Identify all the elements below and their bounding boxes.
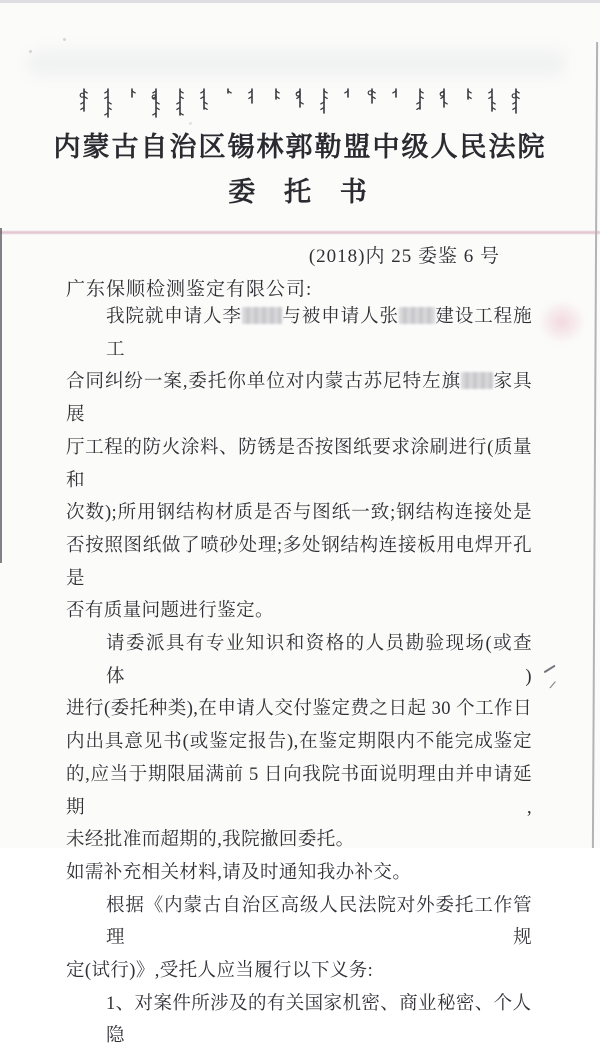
- body-line: [66, 497, 532, 530]
- document-body: [66, 301, 532, 1053]
- body-text: 否有质量问题进行鉴定。: [66, 601, 274, 622]
- body-line: [66, 595, 532, 628]
- body-text: 如需补充相关材料,请及时通知我办补交。: [66, 862, 412, 883]
- scan-speck: [29, 50, 32, 53]
- body-text: 内出具意见书(或鉴定报告),在鉴定期限内不能完成鉴定: [66, 732, 532, 753]
- redacted-name: [461, 372, 493, 389]
- case-number: (2018)内 25 委鉴 6 号: [308, 246, 500, 267]
- mongolian-glyph: [247, 88, 257, 104]
- mongolian-glyph: [319, 88, 329, 114]
- redacted-name: [242, 307, 282, 324]
- mongolian-glyph: [511, 88, 521, 114]
- body-line: [66, 693, 532, 726]
- body-line: [66, 759, 532, 824]
- body-line: [66, 955, 532, 988]
- court-name: 内蒙古自治区锡林郭勒盟中级人民法院: [53, 132, 547, 162]
- body-text: 次数);所用钢结构材质是否与图纸一致;钢结构连接处是: [66, 503, 532, 524]
- body-line: [66, 857, 532, 890]
- mongolian-glyph: [391, 88, 401, 98]
- body-text: 否按照图纸做了喷砂处理;多处钢结构连接板用电焊开孔是: [66, 535, 532, 589]
- mongolian-glyph: [415, 88, 425, 110]
- scan-shading-band: [28, 50, 566, 76]
- body-line: [66, 890, 532, 955]
- body-text: 与被申请人张: [281, 307, 399, 327]
- redacted-name: [399, 307, 435, 324]
- mongolian-glyph: [175, 88, 185, 116]
- scan-top-edge-shade: [0, 0, 600, 3]
- pen-mark: [549, 681, 564, 691]
- mongolian-glyph: [223, 88, 233, 94]
- mongolian-glyph: [367, 88, 377, 104]
- body-text: 进行(委托种类),在申请人交付鉴定费之日起 30 个工作日: [66, 699, 532, 720]
- mongolian-glyph: [295, 88, 305, 108]
- scan-artifact-pink-line: [0, 231, 600, 234]
- mongolian-glyph: [103, 88, 113, 118]
- body-line: [66, 432, 532, 497]
- addressee-line: 广东保顺检测鉴定有限公司:: [66, 279, 313, 300]
- body-text: 根据《内蒙古自治区高级人民法院对外委托工作管理规: [106, 895, 532, 949]
- scan-artifact-pink-smudge: [538, 300, 586, 344]
- mongolian-glyph: [439, 88, 449, 108]
- document-title: 委 托 书: [228, 177, 372, 207]
- body-text: 定(试行)》,受托人应当履行以下义务:: [66, 961, 374, 982]
- body-line: [66, 726, 532, 759]
- body-line: [66, 366, 532, 431]
- body-line: [66, 530, 532, 595]
- body-text: 未经批准而超期的,我院撤回委托。: [66, 830, 355, 851]
- body-text: 1、对案件所涉及的有关国家机密、商业秘密、个人隐: [106, 993, 532, 1047]
- scan-left-paper-edge: [0, 228, 2, 563]
- body-text: 合同纠纷一案,委托你单位对内蒙古苏尼特左旗: [66, 372, 462, 393]
- mongolian-script-header: [0, 88, 600, 124]
- body-text: 请委派具有专业知识和资格的人员勘验现场(或查体): [106, 634, 532, 687]
- body-line: [66, 301, 532, 366]
- mongolian-glyph: [271, 88, 281, 100]
- body-text: 家具展: [66, 372, 532, 426]
- pen-mark: [544, 665, 556, 673]
- scan-speck: [63, 38, 66, 41]
- mongolian-glyph: [127, 88, 137, 98]
- body-line: [66, 824, 532, 857]
- body-line: [66, 628, 532, 693]
- mongolian-glyph: [79, 88, 89, 112]
- body-line: [66, 988, 532, 1053]
- body-text: 建设工程施工: [106, 307, 532, 360]
- mongolian-glyph: [151, 88, 161, 118]
- body-text: 的,应当于期限届满前 5 日向我院书面说明理由并申请延期,: [66, 764, 532, 818]
- mongolian-glyph: [463, 88, 473, 100]
- mongolian-glyph: [199, 88, 209, 110]
- body-text: 厅工程的防火涂料、防锈是否按图纸要求涂刷进行(质量和: [66, 437, 532, 491]
- mongolian-glyph: [343, 88, 353, 98]
- mongolian-glyph: [487, 88, 497, 112]
- body-text: 我院就申请人李: [106, 307, 242, 327]
